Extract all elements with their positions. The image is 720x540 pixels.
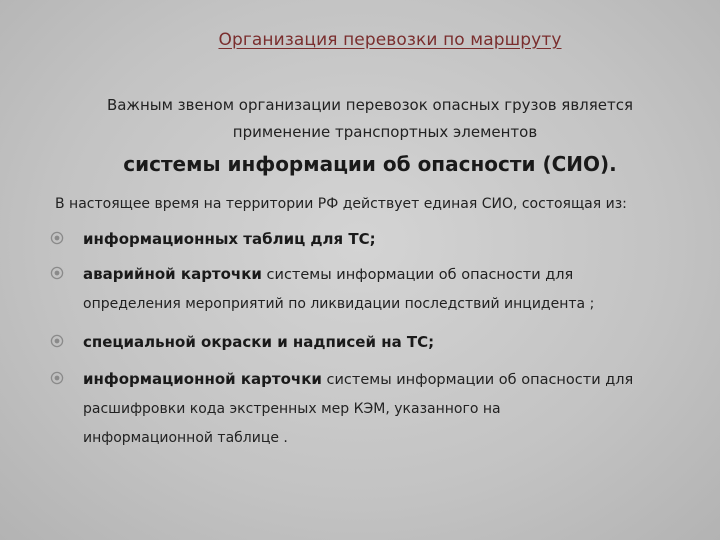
lead-text: В настоящее время на территории РФ действует единая СИО, состоящая из: <box>55 196 627 212</box>
list-item-continuation: определения мероприятий по ликвидации последствий инцидента ; <box>83 296 595 312</box>
list-item-text <box>83 333 693 351</box>
list-item-bold: информационной карточки <box>83 370 322 388</box>
intro-line-1: Важным звеном организации перевозок опасных грузов является <box>106 96 634 114</box>
circled-dot-icon <box>50 371 64 385</box>
slide-title: Организация перевозки по маршруту <box>218 30 562 50</box>
list-item-bold: специальной окраски и надписей на ТС; <box>83 333 435 351</box>
list-item-rest: системы информации об опасности для <box>321 372 634 388</box>
list-item-text <box>83 370 693 388</box>
list-item-bold: информационных таблиц для ТС; <box>83 230 376 248</box>
circled-dot-icon <box>50 266 64 280</box>
intro-line-2: применение транспортных элементов <box>232 123 538 141</box>
circled-dot-icon <box>50 231 64 245</box>
list-item-text <box>83 265 693 283</box>
list-item-text <box>83 230 693 248</box>
list-item-rest: системы информации об опасности для <box>261 267 574 283</box>
headline: системы информации об опасности (СИО). <box>123 152 617 176</box>
list-item-continuation: информационной таблице . <box>83 430 288 446</box>
intro-text <box>50 92 690 146</box>
list-item-bold: аварийной карточки <box>83 265 262 283</box>
list-item-continuation: расшифровки кода экстренных мер КЭМ, указанного на <box>83 401 501 417</box>
circled-dot-icon <box>50 334 64 348</box>
